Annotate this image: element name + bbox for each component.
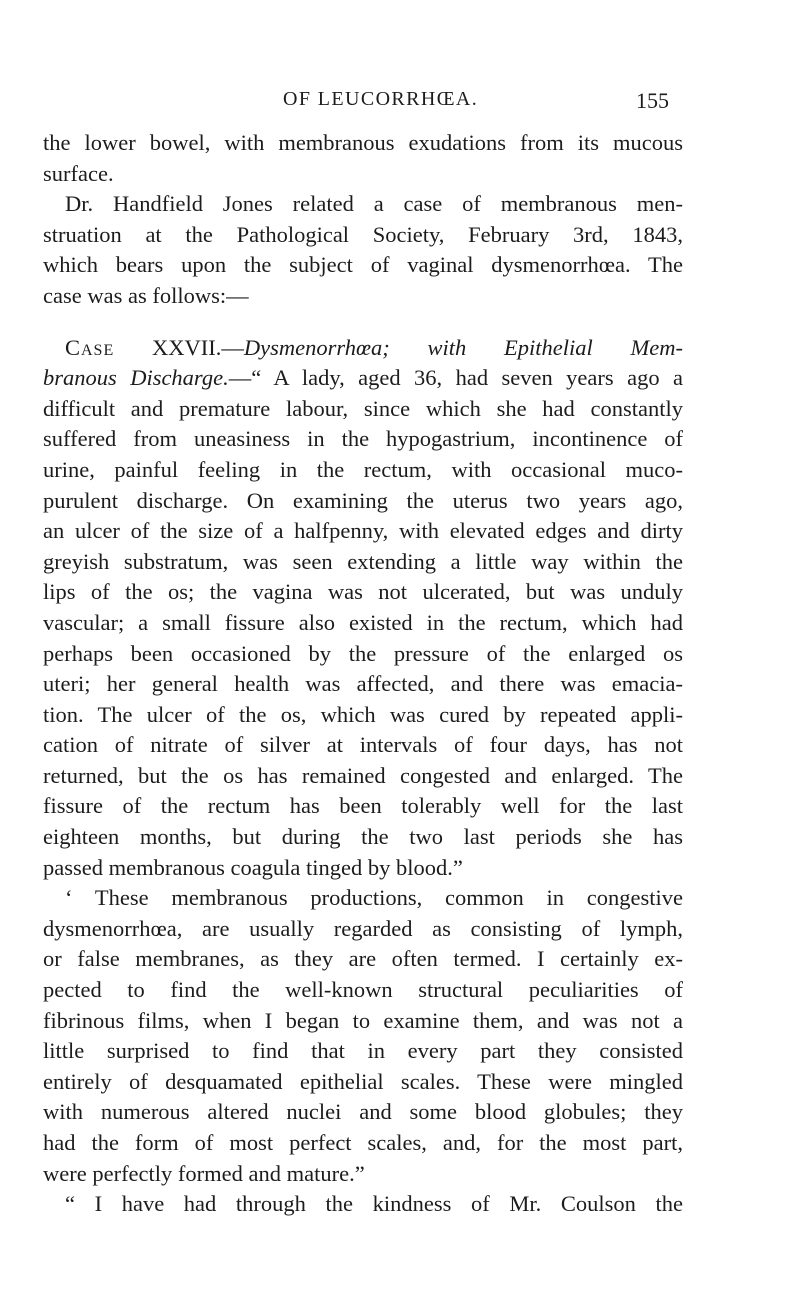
text-line: “ I have had through the kindness of Mr. Coulson the bbox=[65, 1191, 683, 1217]
text-line: Dr. Handfield Jones related a case of membranous men- bbox=[65, 191, 683, 217]
text-line: dysmenorrhœa, are usually regarded as consisting of lymph, bbox=[43, 915, 683, 941]
text-line: vascular; a small fissure also existed in the rectum, which had bbox=[43, 609, 683, 635]
body-text bbox=[43, 128, 683, 1220]
text-line: entirely of desquamated epithelial scales. These were mingled bbox=[43, 1068, 683, 1094]
text-line: with numerous altered nuclei and some blood globules; they bbox=[43, 1099, 683, 1125]
text-line: the lower bowel, with membranous exudations from its mucous bbox=[43, 130, 683, 155]
text-line: perhaps been occasioned by the pressure of the enlarged os bbox=[43, 640, 683, 666]
text-line: purulent discharge. On examining the uterus two years ago, bbox=[43, 487, 683, 513]
case-title-part: with bbox=[427, 334, 505, 360]
page-number: 155 bbox=[636, 88, 669, 113]
text-line: fissure of the rectum has been tolerably well for the last bbox=[43, 793, 683, 819]
case-title-part: Epithelial Mem- bbox=[504, 334, 683, 360]
text-line: fibrinous films, when I began to examine them, and was not a bbox=[43, 1007, 683, 1033]
text-line: struation at the Pathological Society, February 3rd, 1843, bbox=[43, 221, 683, 247]
text-line: surface. bbox=[43, 160, 114, 186]
paragraph-gap bbox=[43, 312, 683, 333]
case-title-part: branous Discharge. bbox=[43, 365, 229, 391]
text-line: were perfectly formed and mature.” bbox=[43, 1160, 365, 1186]
case-label: Case bbox=[65, 334, 115, 360]
text-line: an ulcer of the size of a halfpenny, with elevated edges and dirty bbox=[43, 518, 683, 544]
text-line: tion. The ulcer of the os, which was cured by repeated appli- bbox=[43, 701, 683, 727]
running-title: OF LEUCORRHŒA. bbox=[283, 88, 479, 110]
text-line: urine, painful feeling in the rectum, with occasional muco- bbox=[43, 456, 683, 482]
text-line: ‘ These membranous productions, common in congestive bbox=[65, 885, 683, 911]
text-line: which bears upon the subject of vaginal dysmenorrhœa. The bbox=[43, 252, 683, 278]
case-heading-line bbox=[43, 333, 683, 364]
text-line: difficult and premature labour, since which she had constantly bbox=[43, 395, 683, 421]
text-line: returned, but the os has remained congested and enlarged. The bbox=[43, 762, 683, 788]
text-line: pected to find the well-known structural peculiarities of bbox=[43, 977, 683, 1003]
text-line: or false membranes, as they are often termed. I certainly ex- bbox=[43, 946, 683, 972]
running-header bbox=[0, 88, 800, 118]
quote-start: —“ A lady, aged 36, had seven years ago a bbox=[228, 365, 683, 391]
text-line: lips of the os; the vagina was not ulcerated, but was unduly bbox=[43, 579, 683, 605]
text-line: suffered from uneasiness in the hypogastrium, incontinence of bbox=[43, 426, 683, 452]
text-line: passed membranous coagula tinged by blood.” bbox=[43, 854, 463, 880]
text-line: had the form of most perfect scales, and, for the most part, bbox=[43, 1130, 683, 1155]
text-line: eighteen months, but during the two last periods she has bbox=[43, 824, 683, 850]
text-line: uteri; her general health was affected, and there was emacia- bbox=[43, 671, 683, 697]
text-line: case was as follows:— bbox=[43, 282, 249, 308]
text-line: cation of nitrate of silver at intervals of four days, has not bbox=[43, 732, 683, 758]
case-heading-line bbox=[43, 363, 683, 394]
case-title-part: Dysmenorrhœa; bbox=[243, 334, 428, 360]
case-number: XXVII.— bbox=[152, 334, 244, 360]
text-line: greyish substratum, was seen extending a little way within the bbox=[43, 548, 683, 574]
text-line: little surprised to find that in every part they consisted bbox=[43, 1038, 683, 1064]
